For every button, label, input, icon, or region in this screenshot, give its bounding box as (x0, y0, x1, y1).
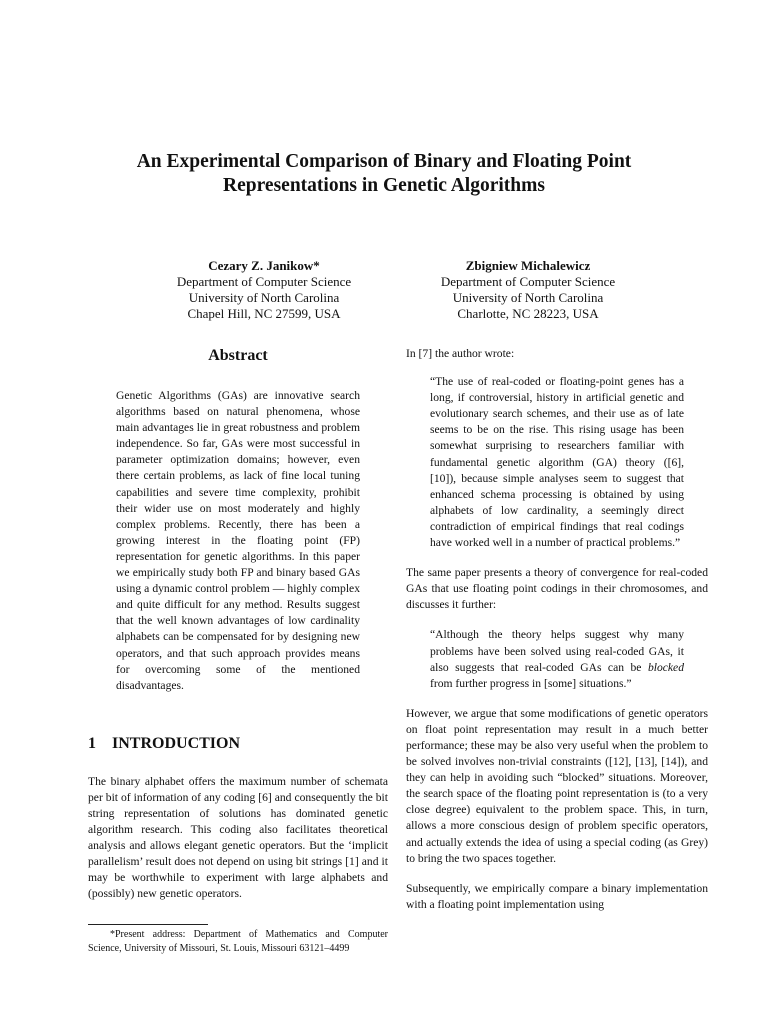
abstract-text: Genetic Algorithms (GAs) are innovative search algorithms based on natural phenomena, whose main advantages lie in great robustness and problem independence. So far, GAs were most successful in parameter optimization domains; however, even there certain problems, as lack of fine local tuning capabilities and severe time complexity, prohibit their wider use on most moderately and highly complex problems. Recently, there has been a growing interest in the floating point (FP) representation for genetic algorithms. In this paper we empirically study both FP and binary based GAs using a dynamic control problem — highly complex and quite difficult for any method. Results suggest that the well known advantages of low cardinality alphabets can be compensated for by designing new operators, and that such approach provides means for overcoming some of the mentioned disadvantages. (116, 389, 360, 692)
footnote-present-address: *Present address: Department of Mathematics and Computer Science, University of Missouri, St. Louis, Missouri 63121–4499 (88, 929, 388, 954)
author-name: Cezary Z. Janikow* (208, 258, 320, 273)
author-university: University of North Carolina (452, 290, 604, 305)
quote-2-emphasis: blocked (647, 660, 684, 674)
author-block-michalewicz (398, 258, 658, 322)
author-location: Chapel Hill, NC 27599, USA (187, 306, 341, 321)
quote-2-text-b: from further progress in [some] situations.” (430, 676, 632, 690)
author-department: Department of Computer Science (440, 274, 616, 289)
section-number: 1 (88, 734, 96, 752)
section-heading-introduction (88, 734, 388, 754)
title-line-2: Representations in Genetic Algorithms (223, 175, 545, 196)
title-line-1: An Experimental Comparison of Binary and Floating Point (136, 151, 632, 172)
author-name: Zbigniew Michalewicz (465, 258, 591, 273)
left-column (88, 346, 388, 903)
abstract-heading: Abstract (208, 347, 268, 364)
right-column (406, 346, 708, 927)
block-quote-2 (430, 627, 684, 691)
section-title: INTRODUCTION (112, 734, 241, 752)
author-block-janikow (134, 258, 394, 322)
paragraph-argument: However, we argue that some modifications of genetic operators on float point representation may result in a much better performance; these may be also very useful when the problem to be solved involves non-trivial constraints ([12], [13], [14]), and they can help in avoiding such “blocked” situations. Moreover, the search space of the floating point representation is (to a very close degree) equivalent to the problem space. This, in turn, allows a more conscious design of problem specific operators, and actually extends the idea of using a special coding (as Grey) to bring the two spaces together. (406, 706, 708, 865)
quote-2-text-a: “Although the theory helps suggest why many problems have been solved using real-coded GAs, it also suggests that real-coded GAs can be (430, 628, 684, 674)
quote-intro: In [7] the author wrote: (406, 347, 515, 360)
author-university: University of North Carolina (188, 290, 340, 305)
block-quote-1: “The use of real-coded or floating-point genes has a long, if controversial, history in artificial genetic and evolutionary search schemes, and their use as of late seems to be on the rise. This rising usage has been somewhat surprising to researchers familiar with fundamental genetic algorithm (GA) theory ([6], [10]), because simple analyses seem to suggest that enhanced schema processing is obtained by using alphabets of low cardinality, a seemingly direct contradiction of empirical findings that real codings have worked well in a number of practical problems.” (430, 375, 684, 550)
paragraph-subsequently: Subsequently, we empirically compare a binary implementation with a floating point implementation using (406, 881, 708, 911)
author-location: Charlotte, NC 28223, USA (457, 306, 599, 321)
paragraph-convergence: The same paper presents a theory of convergence for real-coded GAs that use floating point codings in their chromosomes, and discusses it further: (406, 566, 708, 612)
author-department: Department of Computer Science (176, 274, 352, 289)
introduction-paragraph: The binary alphabet offers the maximum number of schemata per bit of information of any coding [6] and consequently the bit string representation of solutions has dominated genetic algorithm research. This coding also facilitates theoretical analysis and allows elegant genetic operators. But the ‘implicit parallelism’ result does not depend on using bit strings [1] and it may be worthwhile to experiment with large alphabets and (possibly) new genetic operators. (88, 774, 388, 901)
paper-title (60, 150, 708, 198)
footnote-divider (88, 924, 208, 925)
